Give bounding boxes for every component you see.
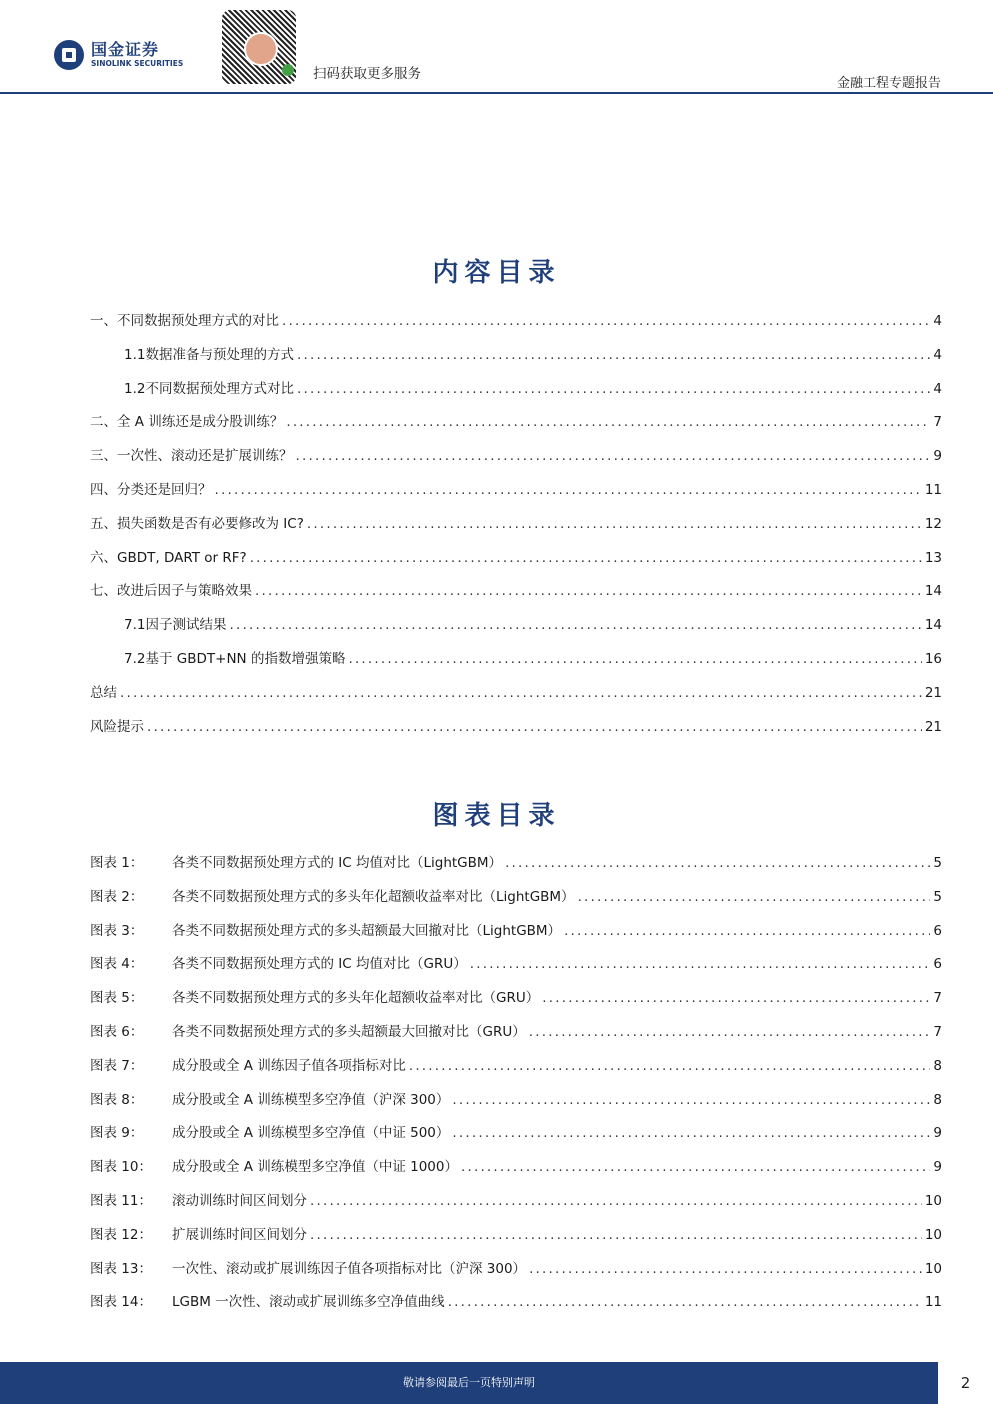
figure-entry-label: 图表 9： [90, 1125, 144, 1142]
sinolink-logo-icon [54, 40, 84, 70]
figure-entry-title: 各类不同数据预处理方式的多头超额最大回撤对比（GRU） [172, 1023, 526, 1040]
toc-entry-number: 一、 [90, 313, 117, 329]
toc-list [90, 309, 942, 748]
figure-entry-label: 图表 7： [90, 1057, 144, 1074]
toc-entry[interactable] [90, 478, 942, 512]
toc-entry-number: 7.2 [124, 650, 146, 667]
toc-entry-number: 二、 [90, 414, 117, 431]
toc-entry-number: 7.1 [124, 617, 146, 634]
toc-entry-number: 五、 [90, 515, 117, 532]
dot-leader [282, 313, 930, 329]
dot-leader [564, 923, 930, 939]
toc-entry-title: 总结 [90, 684, 117, 701]
dot-leader [310, 1193, 922, 1209]
figure-entry-label: 图表 4： [90, 956, 144, 973]
figure-entry[interactable] [90, 885, 942, 919]
toc-entry-page: 13 [924, 549, 942, 566]
figure-entry-page: 7 [933, 1023, 942, 1040]
page-footer [0, 1362, 993, 1404]
toc-entry-number: 三、 [90, 448, 117, 465]
figure-entry-page: 6 [933, 922, 942, 939]
toc-entry-page: 4 [933, 346, 942, 363]
figure-entry-label: 图表 5： [90, 990, 144, 1007]
toc-entry-number: 六、 [90, 549, 117, 566]
dot-leader [448, 1294, 922, 1310]
toc-entry[interactable] [90, 715, 942, 749]
toc-entry-title: 不同数据预处理方式对比 [145, 380, 294, 397]
figure-entry-label: 图表 2： [90, 888, 144, 905]
toc-entry-page: 7 [933, 414, 942, 431]
dot-leader [529, 1024, 931, 1040]
toc-entry-page: 9 [933, 448, 942, 465]
toc-entry[interactable] [90, 410, 942, 444]
page-header [0, 0, 993, 96]
toc-entry-page: 21 [924, 684, 942, 701]
toc-entry-page: 14 [924, 617, 942, 634]
dot-leader [307, 516, 922, 532]
toc-entry-title: 一次性、滚动还是扩展训练？ [117, 448, 293, 465]
figure-entry[interactable] [90, 1223, 942, 1257]
toc-entry[interactable] [90, 512, 942, 546]
figure-entry-title: 滚动训练时间区间划分 [172, 1192, 307, 1209]
toc-entry-page: 4 [933, 313, 942, 329]
toc-entry-page: 21 [924, 718, 942, 735]
figure-entry[interactable] [90, 1088, 942, 1122]
logo-name-en: SINOLINK SECURITIES [91, 59, 184, 68]
scan-prompt: 扫码获取更多服务 [313, 66, 421, 82]
dot-leader [452, 1125, 930, 1141]
toc-entry-title: 数据准备与预处理的方式 [145, 346, 294, 363]
toc-entry-title: 因子测试结果 [145, 617, 227, 634]
figure-entry-title: 各类不同数据预处理方式的 IC 均值对比（LightGBM） [172, 855, 503, 871]
dot-leader [229, 617, 921, 633]
dot-leader [255, 583, 922, 599]
figure-entry-title: 成分股或全 A 训练模型多空净值（中证 1000） [172, 1159, 458, 1176]
toc-entry-title: 分类还是回归？ [117, 481, 212, 498]
figure-entry[interactable] [90, 1257, 942, 1291]
figure-entry-label: 图表 14： [90, 1294, 152, 1311]
toc-entry-page: 12 [924, 515, 942, 532]
dot-leader [461, 1159, 930, 1175]
figure-entry[interactable] [90, 952, 942, 986]
figure-entry[interactable] [90, 986, 942, 1020]
toc-entry[interactable] [90, 647, 942, 681]
disclaimer-notice: 敬请参阅最后一页特别声明 [403, 1376, 535, 1389]
figure-entry-page: 9 [933, 1159, 942, 1176]
toc-entry-page: 11 [924, 481, 942, 498]
dot-leader [409, 1058, 931, 1074]
dot-leader [296, 448, 931, 464]
figure-entry-page: 10 [924, 1192, 942, 1209]
toc-entry[interactable] [90, 309, 942, 343]
toc-entry-title: 风险提示 [90, 718, 144, 735]
toc-entry-number: 1.2 [124, 380, 146, 397]
figure-entry[interactable] [90, 1189, 942, 1223]
toc-entry[interactable] [90, 681, 942, 715]
toc-entry-title: 改进后因子与策略效果 [117, 583, 252, 600]
dot-leader [310, 1227, 922, 1243]
figure-entry-label: 图表 8： [90, 1091, 144, 1108]
toc-entry-title: 损失函数是否有必要修改为 IC? [117, 515, 304, 532]
page-number: 2 [960, 1374, 971, 1392]
figure-entry-label: 图表 13： [90, 1260, 152, 1277]
toc-entry-page: 14 [924, 583, 942, 600]
figure-entry-title: 成分股或全 A 训练模型多空净值（沪深 300） [172, 1091, 450, 1108]
toc-entry[interactable] [90, 579, 942, 613]
dot-leader [250, 550, 922, 566]
figure-entry[interactable] [90, 1290, 942, 1324]
report-type: 金融工程专题报告 [836, 76, 941, 91]
figure-entry-page: 8 [933, 1057, 942, 1074]
figure-entry[interactable] [90, 919, 942, 953]
figure-entry-label: 图表 6： [90, 1023, 144, 1040]
figure-entry-title: 各类不同数据预处理方式的多头年化超额收益率对比（GRU） [172, 990, 540, 1007]
header-divider [0, 92, 993, 94]
toc-entry-number: 四、 [90, 481, 117, 498]
toc-entry-page: 4 [933, 380, 942, 397]
toc-entry[interactable] [90, 546, 942, 580]
qr-center-logo-icon [244, 32, 278, 66]
figure-entry-label: 图表 1： [90, 855, 144, 871]
figure-entry-title: 成分股或全 A 训练模型多空净值（中证 500） [172, 1125, 450, 1142]
figure-entry-label: 图表 12： [90, 1226, 152, 1243]
figure-entry[interactable] [90, 851, 942, 885]
figure-entry-title: 各类不同数据预处理方式的 IC 均值对比（GRU） [172, 956, 467, 973]
dot-leader [529, 1261, 922, 1277]
dot-leader [470, 956, 931, 972]
dot-leader [120, 685, 922, 701]
figure-entry-page: 7 [933, 990, 942, 1007]
figure-entry[interactable] [90, 1020, 942, 1054]
figure-entry-title: 一次性、滚动或扩展训练因子值各项指标对比（沪深 300） [172, 1260, 527, 1277]
toc-entry-number: 1.1 [124, 346, 146, 363]
figure-list-title: 图表目录 [432, 801, 561, 831]
toc-entry-title: 基于 GBDT+NN 的指数增强策略 [145, 650, 346, 667]
toc-entry[interactable] [90, 613, 942, 647]
figure-entry-page: 8 [933, 1091, 942, 1108]
figure-entry-page: 5 [933, 855, 942, 871]
toc-entry[interactable] [90, 377, 942, 411]
figure-entry[interactable] [90, 1054, 942, 1088]
figure-entry-title: 各类不同数据预处理方式的多头年化超额收益率对比（LightGBM） [172, 888, 575, 905]
figure-entry-label: 图表 10： [90, 1159, 152, 1176]
toc-entry-title: 全 A 训练还是成分股训练？ [117, 414, 284, 431]
toc-entry[interactable] [90, 343, 942, 377]
figure-entry-label: 图表 11： [90, 1192, 152, 1209]
toc-entry[interactable] [90, 444, 942, 478]
dot-leader [147, 719, 922, 735]
toc-title: 内容目录 [432, 258, 561, 288]
toc-entry-page: 16 [924, 650, 942, 667]
dot-leader [452, 1092, 930, 1108]
dot-leader [297, 381, 930, 397]
dot-leader [542, 990, 930, 1006]
dot-leader [348, 651, 921, 667]
figure-entry-page: 5 [933, 888, 942, 905]
figure-entry-page: 6 [933, 956, 942, 973]
dot-leader [505, 855, 930, 871]
figure-entry-page: 9 [933, 1125, 942, 1142]
figure-entry[interactable] [90, 1121, 942, 1155]
dot-leader [286, 414, 930, 430]
toc-entry-title: GBDT, DART or RF? [117, 549, 247, 566]
figure-entry-title: 各类不同数据预处理方式的多头超额最大回撤对比（LightGBM） [172, 922, 562, 939]
figure-entry-page: 11 [924, 1294, 942, 1311]
toc-entry-number: 七、 [90, 583, 117, 600]
figure-entry-title: 扩展训练时间区间划分 [172, 1226, 307, 1243]
figure-list [90, 851, 942, 1324]
figure-entry-page: 10 [924, 1260, 942, 1277]
toc-entry-title: 不同数据预处理方式的对比 [117, 313, 279, 329]
figure-entry-title: LGBM 一次性、滚动或扩展训练多空净值曲线 [172, 1294, 445, 1311]
dot-leader [297, 347, 930, 363]
dot-leader [215, 482, 922, 498]
figure-entry-label: 图表 3： [90, 922, 144, 939]
company-logo [54, 40, 183, 70]
logo-name-cn: 国金证券 [91, 40, 160, 59]
figure-entry[interactable] [90, 1155, 942, 1189]
dot-leader [578, 889, 931, 905]
figure-entry-page: 10 [924, 1226, 942, 1243]
wechat-badge-icon [282, 64, 294, 76]
figure-entry-title: 成分股或全 A 训练因子值各项指标对比 [172, 1057, 406, 1074]
